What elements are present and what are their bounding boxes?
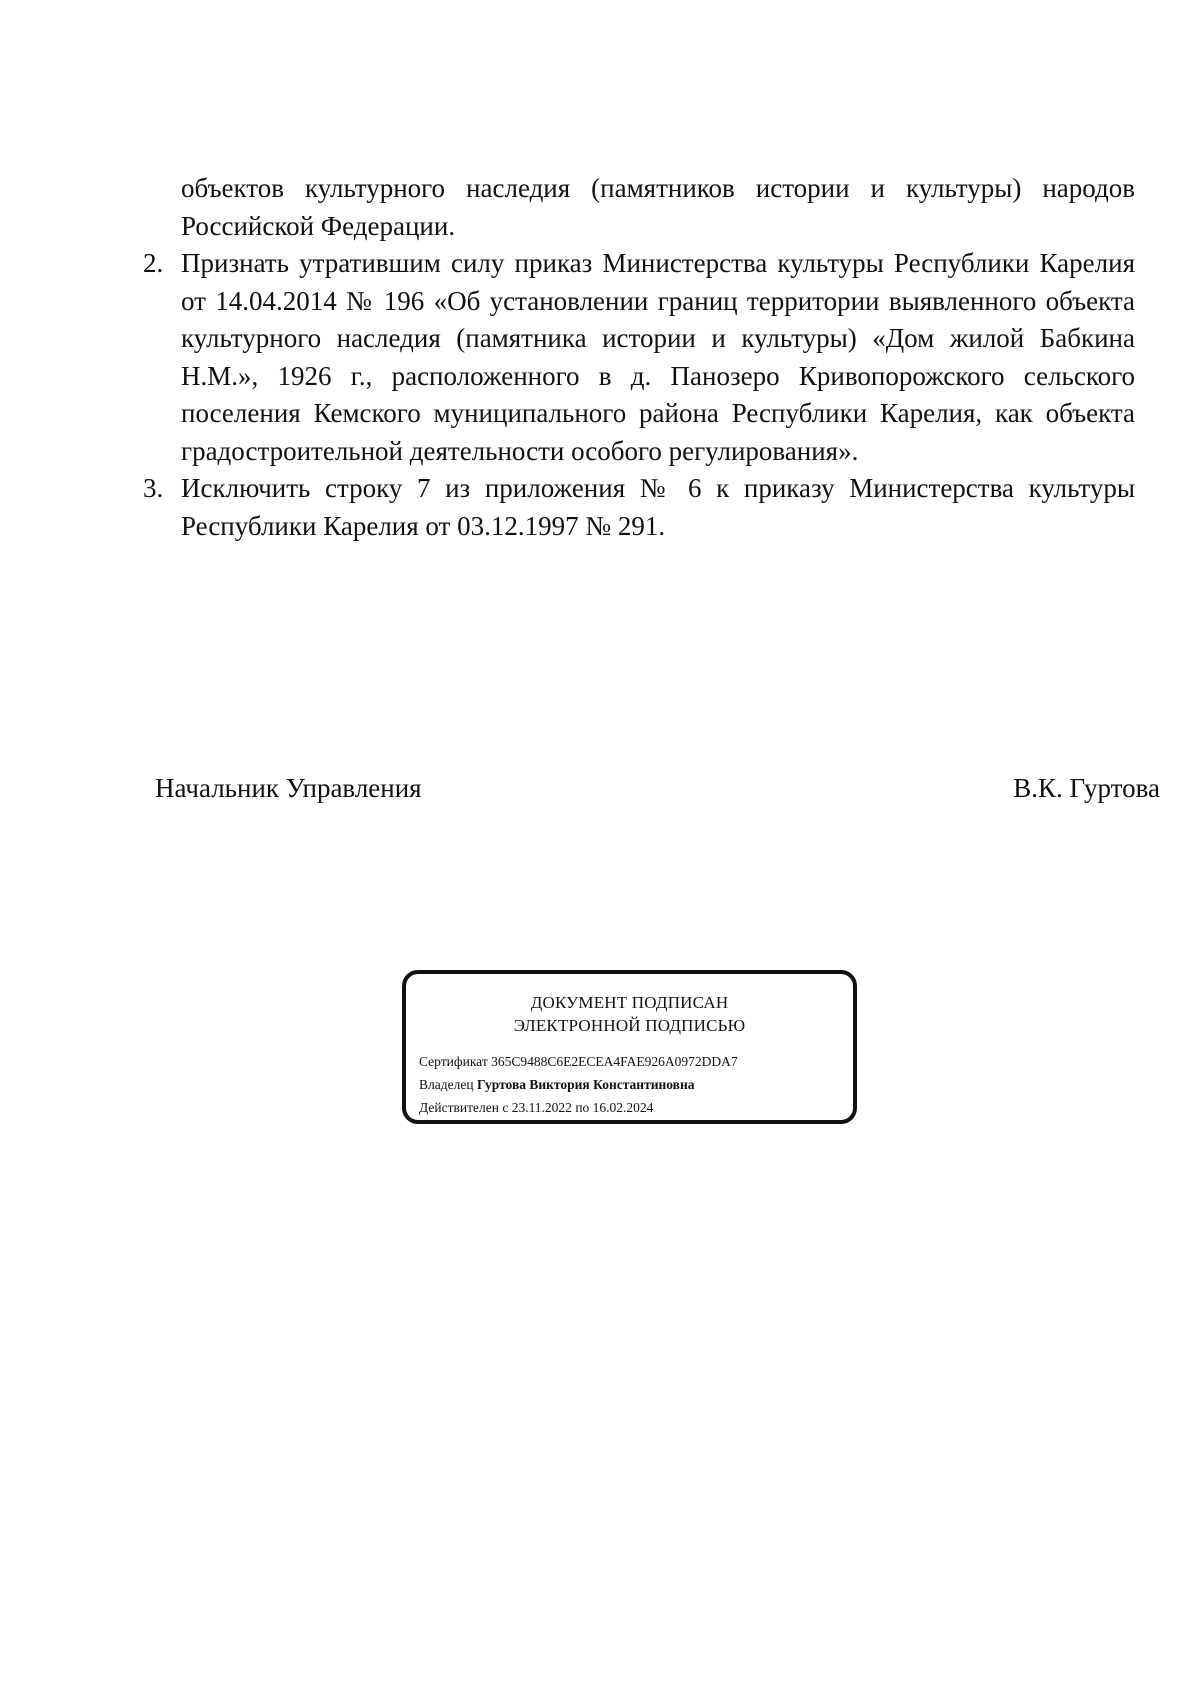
list-text-2: Признать утратившим силу приказ Министерства культуры Республики Карелия от 14.04.2014 № 196 «Об установлении границ территории выявленного объекта культурного наследия (памятника истории и культуры) «Дом жилой Бабкина Н.М.», 1926 г., расположенного в д. Панозеро Кривопорожского сельского поселения Кемского муниципального района Республики Карелия, как объекта градостроительной деятельности особого регулирования».	[181, 248, 1135, 466]
stamp-valid-from: 23.11.2022	[511, 1100, 572, 1115]
stamp-title	[406, 991, 853, 1037]
stamp-validity-line	[419, 1096, 738, 1119]
stamp-valid-from-label: с	[502, 1100, 509, 1115]
signatory-name: В.К. Гуртова	[1013, 773, 1160, 803]
signatory-position: Начальник Управления	[155, 773, 422, 803]
electronic-signature-stamp	[402, 970, 857, 1124]
list-item-2	[143, 245, 1135, 470]
stamp-owner-label: Владелец	[419, 1077, 474, 1092]
stamp-valid-to-label: по	[575, 1100, 590, 1115]
stamp-valid-label: Действителен	[419, 1100, 499, 1115]
stamp-owner-line	[419, 1073, 738, 1096]
list-number-3: 3.	[143, 473, 164, 503]
stamp-certificate-value: 365C9488C6E2ECEA4FAE926A0972DDA7	[491, 1054, 738, 1069]
paragraph-continuation: объектов культурного наследия (памятников истории и культуры) народов Российской Федерации.	[181, 173, 1135, 241]
list-item-3	[143, 470, 1135, 545]
list-text-3: Исключить строку 7 из приложения № 6 к приказу Министерства культуры Республики Карелия от 03.12.1997 № 291.	[181, 473, 1135, 541]
order-body	[143, 170, 1135, 545]
stamp-owner-value: Гуртова Виктория Константиновна	[476, 1077, 695, 1092]
stamp-title-line2: ЭЛЕКТРОННОЙ ПОДПИСЬЮ	[513, 1016, 746, 1035]
stamp-valid-to: 16.02.2024	[592, 1100, 654, 1115]
list-number-2: 2.	[143, 248, 164, 278]
stamp-details	[419, 1050, 738, 1119]
stamp-certificate-label: Сертификат	[419, 1054, 488, 1069]
stamp-title-line1: ДОКУМЕНТ ПОДПИСАН	[530, 993, 729, 1012]
stamp-certificate-line	[419, 1050, 738, 1073]
